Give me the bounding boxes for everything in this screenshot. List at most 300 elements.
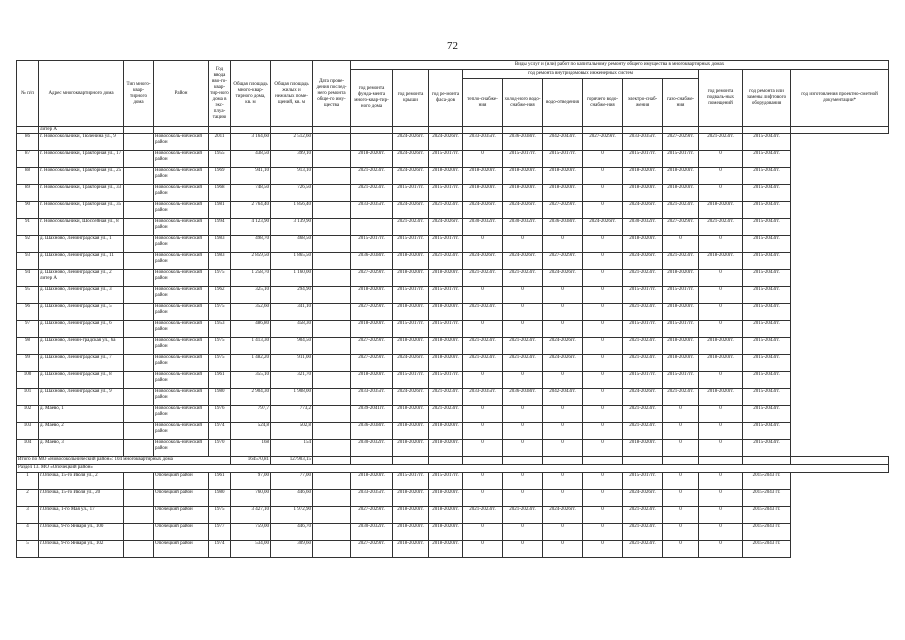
row-work-year: 2021-2023гг.	[623, 507, 663, 524]
total-empty-cell	[743, 457, 791, 465]
row-work-year: 0	[463, 473, 503, 490]
row-number: 91	[17, 219, 39, 236]
row-work-year: 2021-2023гг.	[429, 253, 463, 270]
row-area-living: 309,60	[271, 541, 313, 558]
row-area-living: 1 856,40	[271, 202, 313, 219]
row-work-year: 2018-2020гг.	[351, 321, 393, 338]
row-work-year: 2018-2020гг.	[393, 304, 429, 321]
row-work-year: 0	[699, 270, 743, 287]
row-work-year: 2018-2020гг.	[663, 185, 699, 202]
row-area-living: 446,60	[271, 490, 313, 507]
row-area-living: 1 160,00	[271, 270, 313, 287]
row-work-year: 2024-2026гг.	[583, 219, 623, 236]
row-work-year: 2021-2023гг.	[393, 219, 429, 236]
table-row	[17, 304, 889, 321]
row-last-date	[313, 490, 351, 507]
row-work-year: 2021-2023гг.	[429, 202, 463, 219]
row-work-year: 0	[543, 440, 583, 457]
row-work-year: 2027-2029гг.	[543, 202, 583, 219]
row-area-living: 458,30	[271, 321, 313, 338]
row-address: д. Маево, 3	[39, 440, 124, 457]
header-district: Район	[154, 61, 209, 127]
row-type	[124, 236, 154, 253]
row-district: Новосоколь-нический район	[154, 287, 209, 304]
total-row	[17, 457, 889, 465]
row-work-year: 0	[503, 490, 543, 507]
row-work-year: 2018-2020гг.	[623, 185, 663, 202]
table-row	[17, 253, 889, 270]
row-work-year: 2024-2026гг.	[503, 202, 543, 219]
row-address: г. Новосокольники, Тракторная ул., 17	[39, 151, 124, 168]
row-area-total: 498,70	[231, 236, 271, 253]
row-district: Новосоколь-нический район	[154, 270, 209, 287]
row-work-year: 0	[463, 524, 503, 541]
row-area-living: 904,50	[271, 338, 313, 355]
row-district: Новосоколь-нический район	[154, 168, 209, 185]
row-work-year: 2018-2020гг.	[393, 490, 429, 507]
row-work-year: 0	[503, 406, 543, 423]
header-area-living: Общая площадь жилых и нежилых поме-щений, кв. м	[271, 61, 313, 127]
row-work-year: 2015-2043гг.	[743, 202, 791, 219]
row-work-year: 2024-2026гг.	[623, 389, 663, 406]
row-work-year: 2036-2038гг.	[543, 219, 583, 236]
row-type	[124, 151, 154, 168]
row-work-year: 2036-2038гг.	[351, 253, 393, 270]
row-address: г. Новосокольники, Шоссейная ул., 8	[39, 219, 124, 236]
row-last-date	[313, 423, 351, 440]
row-work-year: 2018-2020гг.	[393, 338, 429, 355]
row-year: 1974	[209, 541, 231, 558]
row-work-year: 0	[503, 541, 543, 558]
row-area-total: 438,50	[231, 151, 271, 168]
row-work-year: 2018-2020гг.	[429, 270, 463, 287]
row-last-date	[313, 338, 351, 355]
row-work-year: 0	[463, 236, 503, 253]
row-number: 1	[17, 473, 39, 490]
row-work-year: 0	[699, 541, 743, 558]
row-address: г. Новосокольники, Тракторная ул., 25	[39, 168, 124, 185]
row-work-year: 0	[543, 321, 583, 338]
row-district: Новосоколь-нический район	[154, 151, 209, 168]
row-work-year: 0	[463, 406, 503, 423]
row-work-year: 0	[583, 406, 623, 423]
row-work-year: 2033-2035гг.	[351, 202, 393, 219]
total-empty-cell	[791, 457, 889, 465]
row-year: 1961	[209, 372, 231, 389]
row-work-year: 0	[699, 440, 743, 457]
row-work-year: 2015-2017гг.	[393, 287, 429, 304]
row-work-year: 2015-2043гг.	[743, 236, 791, 253]
row-work-year: 2015-2017гг.	[393, 236, 429, 253]
row-work-year: 0	[583, 202, 623, 219]
row-work-year: 2021-2023гг.	[663, 389, 699, 406]
header-internal-systems: год ремонта внутридомовых инженерных систем	[463, 70, 699, 79]
row-type	[124, 507, 154, 524]
row-area-living: 341,10	[271, 304, 313, 321]
row-work-year: 0	[543, 406, 583, 423]
row-work-year: 2015-2043гг.	[743, 253, 791, 270]
row-work-year: 2021-2023гг.	[663, 202, 699, 219]
row-area-living: 2 512,60	[271, 134, 313, 151]
row-address: г.Опочка, 9-го Января ул., 100	[39, 524, 124, 541]
row-area-living: 77,00	[271, 473, 313, 490]
row-year: 1975	[209, 270, 231, 287]
row-work-year: 2015-2017гг.	[429, 151, 463, 168]
row-address: г. Новосокольники, Тракторная ул., 33	[39, 185, 124, 202]
row-work-year: 2015-2017гг.	[429, 236, 463, 253]
row-work-year: 0	[583, 338, 623, 355]
row-year: 1955	[209, 151, 231, 168]
row-work-year: 2015-2043 гг.	[743, 473, 791, 490]
header-address: Адрес многоквартирного дома	[39, 61, 124, 127]
header-last-date: Дата прове-дения послед-него ремонта обще-го иму-щества	[313, 61, 351, 127]
row-work-year: 2033-2035гг.	[463, 134, 503, 151]
row-year: 1981	[209, 202, 231, 219]
row-work-year: 2030-2032гг.	[503, 219, 543, 236]
table-row	[17, 321, 889, 338]
row-number: 93	[17, 253, 39, 270]
row-number: 86	[17, 134, 39, 151]
row-work-year: 0	[699, 406, 743, 423]
row-type	[124, 202, 154, 219]
row-district: Опочецкий район	[154, 490, 209, 507]
row-work-year: 2021-2023гг.	[503, 355, 543, 372]
row-work-year: 0	[543, 423, 583, 440]
row-last-date	[313, 389, 351, 406]
row-district: Новосоколь-нический район	[154, 304, 209, 321]
row-work-year: 2021-2023гг.	[699, 219, 743, 236]
row-work-year: 2015-2017гг.	[429, 321, 463, 338]
table-row	[17, 202, 889, 219]
row-area-total: 355,10	[231, 372, 271, 389]
total-empty-cell	[583, 457, 623, 465]
row-work-year: 2015-2043 гг.	[743, 524, 791, 541]
row-number: 101	[17, 389, 39, 406]
row-work-year: 2015-2043гг.	[743, 151, 791, 168]
row-work-year: 2021-2023гг.	[429, 389, 463, 406]
row-work-year: 2018-2020гг.	[393, 507, 429, 524]
row-work-year: 2024-2026гг.	[393, 134, 429, 151]
row-work-year: 2024-2026гг.	[503, 253, 543, 270]
row-type	[124, 541, 154, 558]
row-work-year: 2018-2020гг.	[699, 355, 743, 372]
row-year: 1968	[209, 185, 231, 202]
row-type	[124, 287, 154, 304]
row-number: 103	[17, 423, 39, 440]
row-work-year: 2015-2017гг.	[663, 151, 699, 168]
row-work-year: 2021-2023гг.	[351, 185, 393, 202]
header-heat: тепло-снабже-ния	[463, 79, 503, 127]
row-year: 2011	[209, 134, 231, 151]
row-work-year: 0	[699, 287, 743, 304]
row-work-year: 2015-2017гг.	[393, 321, 429, 338]
header-basement: год ремонта подваль-ных помещений	[699, 70, 743, 127]
row-work-year: 2033-2035гг.	[623, 134, 663, 151]
row-work-year: 0	[663, 473, 699, 490]
row-last-date	[313, 473, 351, 490]
row-work-year: 2018-2020гг.	[663, 270, 699, 287]
row-type	[124, 372, 154, 389]
row-district: Новосоколь-нический район	[154, 440, 209, 457]
row-work-year: 2015-2043гг.	[743, 321, 791, 338]
row-number: 88	[17, 168, 39, 185]
row-area-total: 759,00	[231, 524, 271, 541]
row-work-year: 0	[699, 490, 743, 507]
row-work-year: 2018-2020гг.	[463, 185, 503, 202]
row-address: г. Новосокольники, Тюленина ул., 9	[39, 134, 124, 151]
row-work-year: 0	[699, 524, 743, 541]
row-district: Новосоколь-нический район	[154, 236, 209, 253]
row-type	[124, 406, 154, 423]
row-work-year: 2018-2020гг.	[429, 524, 463, 541]
row-work-year: 0	[503, 287, 543, 304]
row-district: Новосоколь-нический район	[154, 202, 209, 219]
row-address: г. Новосокольники, Тракторная ул., 35	[39, 202, 124, 219]
row-work-year: 2015-2017гг.	[429, 185, 463, 202]
row-work-year: 2018-2020гг.	[429, 507, 463, 524]
row-number: 89	[17, 185, 39, 202]
row-area-living: 911,00	[271, 355, 313, 372]
table-row	[17, 423, 889, 440]
row-work-year: 0	[463, 440, 503, 457]
row-work-year: 2018-2020гг.	[393, 440, 429, 457]
row-work-year: 2024-2026гг.	[623, 253, 663, 270]
row-number: 98	[17, 338, 39, 355]
row-work-year	[351, 134, 393, 151]
row-address: г.Опочка, 15-го Июля ул., 2	[39, 473, 124, 490]
row-work-year: 2018-2020гг.	[663, 338, 699, 355]
row-work-year: 2021-2023гг.	[623, 423, 663, 440]
row-year: 1994	[209, 219, 231, 236]
row-type	[124, 321, 154, 338]
row-work-year: 2024-2026гг.	[429, 219, 463, 236]
row-last-date	[313, 321, 351, 338]
row-work-year: 2018-2020гг.	[429, 304, 463, 321]
row-number: 90	[17, 202, 39, 219]
row-number: 97	[17, 321, 39, 338]
row-address: д. Маево, 2	[39, 423, 124, 440]
row-district: Новосоколь-нический район	[154, 321, 209, 338]
row-year: 1976	[209, 406, 231, 423]
row-work-year: 2015-2043гг.	[743, 372, 791, 389]
row-area-total: 1 413,30	[231, 338, 271, 355]
row-number: 96	[17, 304, 39, 321]
row-work-year: 2030-2032гг.	[463, 219, 503, 236]
row-work-year: 0	[543, 473, 583, 490]
row-number: 3	[17, 507, 39, 524]
table-row	[17, 270, 889, 287]
row-work-year: 2015-2043гг.	[743, 134, 791, 151]
row-district: Новосоколь-нический район	[154, 185, 209, 202]
row-work-year: 2018-2020гг.	[663, 304, 699, 321]
total-empty-cell	[663, 457, 699, 465]
header-roof: год ремонта крыши	[393, 70, 429, 127]
row-area-total: 2 904,30	[231, 389, 271, 406]
row-work-year: 2024-2026гг.	[463, 253, 503, 270]
row-work-year: 0	[699, 304, 743, 321]
row-district: Новосоколь-нический район	[154, 423, 209, 440]
row-work-year: 0	[503, 304, 543, 321]
row-work-year: 2018-2020гг.	[663, 168, 699, 185]
row-work-year: 2021-2023гг.	[463, 304, 503, 321]
row-work-year: 0	[583, 185, 623, 202]
row-address: д. Шахново, Ленинградская ул., 11	[39, 253, 124, 270]
row-work-year: 2021-2023гг.	[503, 338, 543, 355]
row-work-year: 0	[663, 406, 699, 423]
row-work-year: 2015-2043 гг.	[743, 507, 791, 524]
row-work-year: 2015-2043гг.	[743, 338, 791, 355]
row-work-year: 2015-2043 гг.	[743, 541, 791, 558]
row-address: г.Опочка, 1-го Мая ул., 17	[39, 507, 124, 524]
row-number: 92	[17, 236, 39, 253]
row-year: 1953	[209, 321, 231, 338]
row-number: 99	[17, 355, 39, 372]
row-last-date	[313, 355, 351, 372]
row-work-year: 2021-2023гг.	[463, 355, 503, 372]
row-last-date	[313, 372, 351, 389]
row-work-year: 0	[699, 423, 743, 440]
total-empty-cell	[429, 457, 463, 465]
row-work-year: 0	[543, 372, 583, 389]
row-work-year: 0	[699, 151, 743, 168]
header-drainage: водо-отведения	[543, 79, 583, 127]
row-type	[124, 473, 154, 490]
row-work-year: 2027-2029гг.	[583, 134, 623, 151]
row-work-year: 0	[583, 151, 623, 168]
row-work-year: 0	[663, 524, 699, 541]
row-area-living: 502,8	[271, 423, 313, 440]
row-work-year: 0	[583, 236, 623, 253]
row-work-year: 2018-2020гг.	[623, 440, 663, 457]
row-work-year: 2015-2043гг.	[743, 406, 791, 423]
row-address: г.Опочка, 9-го Января ул., 102	[39, 541, 124, 558]
row-work-year: 0	[663, 423, 699, 440]
row-work-year: 2024-2026гг.	[623, 490, 663, 507]
section-title: Раздел 13. МО «Опочецкий район»	[17, 465, 889, 473]
row-work-year: 0	[583, 372, 623, 389]
row-work-year: 0	[543, 524, 583, 541]
row-work-year: 2015-2017гг.	[351, 236, 393, 253]
row-work-year: 0	[503, 321, 543, 338]
row-area-total: 748,50	[231, 185, 271, 202]
row-work-year: 2018-2020гг.	[393, 406, 429, 423]
repair-schedule-table	[16, 60, 889, 558]
row-number: 87	[17, 151, 39, 168]
row-work-year: 2015-2043гг.	[743, 389, 791, 406]
row-number: 104	[17, 440, 39, 457]
row-work-year: 2015-2017гг.	[503, 151, 543, 168]
row-work-year: 2030-2032гг.	[623, 219, 663, 236]
row-address: д. Шахново, Ленинградская ул., 5	[39, 304, 124, 321]
row-work-year: 2015-2017гг.	[623, 287, 663, 304]
row-type	[124, 168, 154, 185]
row-area-living: 468,50	[271, 236, 313, 253]
row-work-year: 0	[583, 507, 623, 524]
row-work-year: 2024-2026гг.	[463, 202, 503, 219]
row-work-year: 2024-2026гг.	[543, 338, 583, 355]
header-design-docs: год изготовления проектно-сметной документации*	[791, 70, 889, 127]
row-work-year: 2024-2026гг.	[623, 202, 663, 219]
row-last-date	[313, 236, 351, 253]
row-year: 1975	[209, 507, 231, 524]
row-work-year: 2015-2017гг.	[429, 473, 463, 490]
total-empty-cell	[699, 457, 743, 465]
row-type	[124, 355, 154, 372]
total-empty-cell	[463, 457, 503, 465]
row-work-year: 2036-2038гг.	[503, 389, 543, 406]
row-work-year: 2018-2020гг.	[699, 202, 743, 219]
table-row	[17, 524, 889, 541]
row-year: 1962	[209, 287, 231, 304]
row-area-total: 486,80	[231, 321, 271, 338]
row-type	[124, 134, 154, 151]
header-types-title: Виды услуг и (или) работ по капитальному ремонту общего имущества в многоквартирных домах	[351, 61, 889, 70]
row-work-year: 0	[583, 440, 623, 457]
row-district: Новосоколь-нический район	[154, 372, 209, 389]
header-cold-water: холод-ного водо-снабже-ния	[503, 79, 543, 127]
row-work-year: 0	[663, 490, 699, 507]
row-work-year: 0	[543, 304, 583, 321]
row-work-year	[351, 219, 393, 236]
row-area-living: 154	[271, 440, 313, 457]
row-work-year: 0	[663, 541, 699, 558]
row-last-date	[313, 440, 351, 457]
row-work-year: 0	[583, 168, 623, 185]
row-work-year: 0	[583, 541, 623, 558]
row-number: 102	[17, 406, 39, 423]
row-area-total: 797,7	[231, 406, 271, 423]
row-work-year: 0	[503, 473, 543, 490]
row-area-total: 1 258,70	[231, 270, 271, 287]
page-number: 72	[447, 40, 458, 52]
row-work-year: 0	[699, 236, 743, 253]
row-work-year: 2015-2043гг.	[743, 304, 791, 321]
row-area-living: 913,10	[271, 168, 313, 185]
row-work-year: 2021-2023гг.	[463, 270, 503, 287]
row-work-year: 2027-2029гг.	[351, 541, 393, 558]
header-lift: год ремонта или замены лифтового оборудования	[743, 70, 791, 127]
row-work-year: 2018-2020гг.	[463, 168, 503, 185]
row-work-year: 2018-2020гг.	[351, 287, 393, 304]
row-address: д. Шахново, Ленинградская ул., 3	[39, 287, 124, 304]
row-work-year: 0	[503, 440, 543, 457]
row-year: 1983	[209, 253, 231, 270]
row-work-year: 2018-2020гг.	[429, 440, 463, 457]
row-last-date	[313, 524, 351, 541]
row-work-year: 2015-2043 гг.	[743, 490, 791, 507]
total-empty-cell	[313, 457, 351, 465]
total-empty-cell	[543, 457, 583, 465]
row-last-date	[313, 151, 351, 168]
row-work-year: 0	[583, 490, 623, 507]
row-work-year: 2024-2026гг.	[393, 389, 429, 406]
row-work-year: 2015-2017гг.	[623, 321, 663, 338]
row-work-year: 0	[543, 236, 583, 253]
row-type	[124, 338, 154, 355]
row-last-date	[313, 168, 351, 185]
row-area-total: 97,00	[231, 473, 271, 490]
row-year: 1980	[209, 490, 231, 507]
row-number: 100	[17, 372, 39, 389]
row-area-living: 294,90	[271, 287, 313, 304]
row-work-year: 0	[543, 541, 583, 558]
table-row	[17, 355, 889, 372]
row-district: Новосоколь-нический район	[154, 253, 209, 270]
row-area-total: 534,00	[231, 541, 271, 558]
total-empty-cell	[351, 457, 393, 465]
row-last-date	[313, 406, 351, 423]
row-work-year: 2018-2020гг.	[503, 185, 543, 202]
